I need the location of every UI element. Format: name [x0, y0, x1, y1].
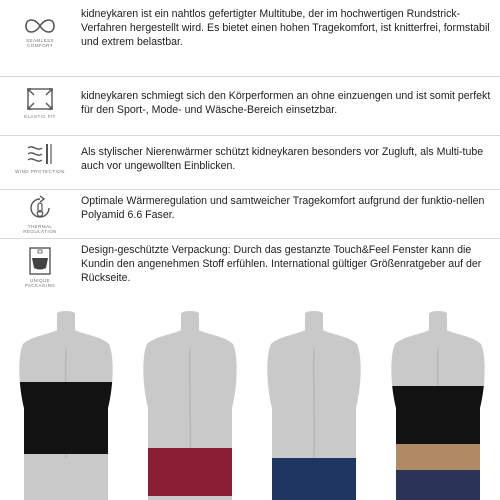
garment-band	[377, 444, 499, 470]
garment-band	[253, 458, 375, 500]
wind-protection-icon	[14, 141, 66, 167]
divider	[0, 135, 500, 136]
mannequin-figure	[129, 308, 251, 500]
garment-band	[5, 382, 127, 454]
thermal-regulation-icon	[14, 194, 66, 222]
product-figures	[0, 308, 500, 500]
feature-caption: ELASTIC FIT	[24, 114, 56, 119]
feature-text: kidneykaren schmiegt sich den Körperformen an ohne einzuengen und ist somit perfekt für den Sport-, Mode- und Wäsche-Bereich einsetzbar.	[81, 90, 491, 116]
mannequin-figure	[377, 308, 499, 500]
feature-elastic-fit	[0, 80, 500, 138]
feature-icon-block	[14, 86, 66, 119]
divider	[0, 189, 500, 190]
feature-unique-packaging	[0, 243, 500, 305]
mannequin-spine	[190, 348, 191, 458]
garment-band	[129, 448, 251, 496]
feature-icon-block	[14, 194, 66, 235]
infinity-seamless-icon	[14, 16, 66, 36]
feature-thermal-regulation	[0, 191, 500, 243]
divider	[0, 238, 500, 239]
figure-navy-mini-skirt	[253, 308, 375, 500]
mannequin-figure	[5, 308, 127, 500]
figure-burgundy-waist-band	[129, 308, 251, 500]
figure-layered-combination	[377, 308, 499, 500]
feature-icon-block	[14, 141, 66, 174]
feature-caption: THERMAL REGULATION	[23, 224, 57, 235]
feature-caption: UNIQUE PACKAGING	[24, 278, 56, 289]
feature-text: Als stylischer Nierenwärmer schützt kidneykaren besonders vor Zugluft, als Multi-tube auch vor ungewollten Einblicken.	[81, 146, 484, 172]
mannequin-spine	[314, 348, 315, 458]
figure-black-tube-top	[5, 308, 127, 500]
feature-text: kidneykaren ist ein nahtlos gefertigter Multitube, der im hochwertigen Rundstrick-Verfahren hergestellt wird. Es bietet einen hohen Tragekomfort, ist knitterfrei, formstabil und extrem belastbar.	[81, 8, 490, 48]
feature-text: Optimale Wärmeregulation und samtweicher Tragekomfort aufgrund der funktio-nellen Polyamid 6.6 Faser.	[81, 195, 485, 221]
feature-caption: WIND PROTECTION	[15, 169, 65, 174]
feature-seamless-comfort	[0, 6, 500, 64]
garment-band	[377, 386, 499, 444]
garment-band	[377, 470, 499, 500]
feature-caption: SEAMLESS COMFORT	[26, 38, 54, 49]
feature-icon-block	[14, 16, 66, 49]
mannequin-figure	[253, 308, 375, 500]
unique-packaging-icon	[14, 246, 66, 276]
elastic-fit-icon	[14, 86, 66, 112]
divider	[0, 76, 500, 77]
feature-icon-block	[14, 246, 66, 289]
feature-text: Design-geschützte Verpackung: Durch das gestanzte Touch&Feel Fenster kann die Kundin den angenehmen Stoff erfühlen. International gültiger Größenratgeber auf der Rückseite.	[81, 244, 482, 284]
feature-wind-protection	[0, 138, 500, 188]
